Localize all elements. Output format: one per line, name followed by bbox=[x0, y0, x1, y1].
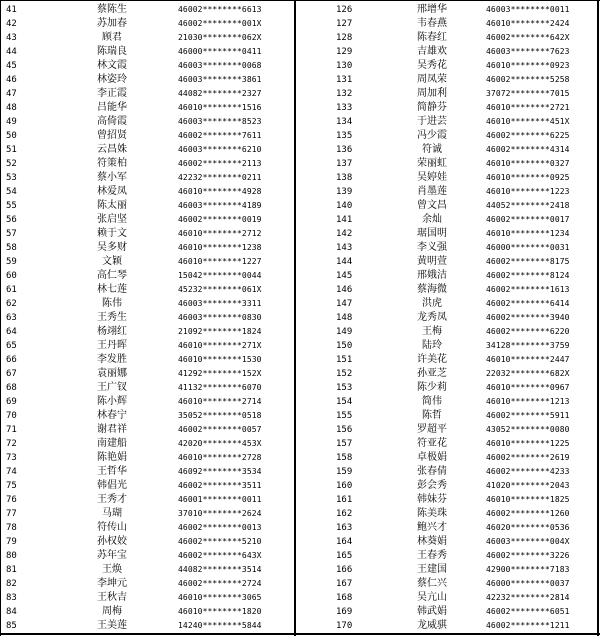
id-code: 46010********1213 bbox=[486, 397, 570, 406]
row-number: 131 bbox=[336, 75, 353, 85]
person-name: 吴秀花 bbox=[417, 60, 447, 71]
person-name: 蔡陈生 bbox=[97, 4, 127, 15]
person-name: 周梅 bbox=[102, 606, 122, 617]
row-number: 135 bbox=[336, 131, 353, 141]
person-name: 李发胜 bbox=[97, 354, 127, 365]
id-code: 46010********3065 bbox=[178, 593, 262, 602]
row-number: 76 bbox=[6, 495, 17, 505]
id-code: 46002********0057 bbox=[178, 425, 262, 434]
id-code: 46003********6210 bbox=[178, 145, 262, 154]
id-code: 42232********2814 bbox=[486, 593, 570, 602]
id-code: 45232********061X bbox=[178, 285, 262, 294]
id-code: 46010********2447 bbox=[486, 355, 570, 364]
id-code: 46002********4314 bbox=[486, 145, 570, 154]
row-number: 134 bbox=[336, 117, 353, 127]
person-name: 韦春燕 bbox=[417, 18, 447, 29]
id-code: 37010********2624 bbox=[178, 509, 262, 518]
id-code: 46003********8523 bbox=[178, 117, 262, 126]
person-name: 王广钗 bbox=[97, 382, 127, 393]
id-code: 46010********2712 bbox=[178, 229, 262, 238]
row-number: 138 bbox=[336, 173, 353, 183]
person-name: 李正霞 bbox=[97, 88, 127, 99]
row-number: 64 bbox=[6, 327, 17, 337]
id-code: 46001********0011 bbox=[178, 495, 262, 504]
id-code: 14240********5844 bbox=[178, 621, 262, 630]
row-number: 67 bbox=[6, 369, 17, 379]
row-number: 142 bbox=[336, 229, 353, 239]
person-name: 洪虎 bbox=[422, 298, 442, 309]
person-name: 蔡海微 bbox=[417, 284, 447, 295]
id-code: 46003********7623 bbox=[486, 47, 570, 56]
id-code: 46002********2724 bbox=[178, 579, 262, 588]
id-code: 35052********0518 bbox=[178, 411, 262, 420]
id-code: 46010********2721 bbox=[486, 103, 570, 112]
id-code: 46003********0068 bbox=[178, 61, 262, 70]
id-code: 46002********3940 bbox=[486, 313, 570, 322]
row-number: 50 bbox=[6, 131, 17, 141]
row-number: 75 bbox=[6, 481, 17, 491]
person-name: 陈艳娟 bbox=[97, 452, 127, 463]
id-code: 46010********451X bbox=[486, 117, 570, 126]
person-name: 卓极娟 bbox=[417, 452, 447, 463]
id-code: 37072********7015 bbox=[486, 89, 570, 98]
id-code: 46002********5258 bbox=[486, 75, 570, 84]
id-code: 46002********0019 bbox=[178, 215, 262, 224]
row-number: 164 bbox=[336, 537, 353, 547]
row-number: 155 bbox=[336, 411, 353, 421]
row-number: 147 bbox=[336, 299, 353, 309]
id-code: 46002********6414 bbox=[486, 299, 570, 308]
row-number: 69 bbox=[6, 397, 17, 407]
id-code: 46010********1820 bbox=[178, 607, 262, 616]
id-code: 46003********4189 bbox=[178, 201, 262, 210]
id-code: 46002********5210 bbox=[178, 537, 262, 546]
id-code: 46003********3861 bbox=[178, 75, 262, 84]
row-number: 51 bbox=[6, 145, 17, 155]
person-name: 吉雄欢 bbox=[417, 46, 447, 57]
row-number: 81 bbox=[6, 565, 17, 575]
id-code: 41132********6070 bbox=[178, 383, 262, 392]
person-name: 符亚花 bbox=[417, 438, 447, 449]
person-name: 南建船 bbox=[97, 438, 127, 449]
row-number: 49 bbox=[6, 117, 17, 127]
id-code: 46002********8124 bbox=[486, 271, 570, 280]
person-name: 吴多财 bbox=[97, 242, 127, 253]
right-border bbox=[597, 0, 599, 636]
person-name: 苏加春 bbox=[97, 18, 127, 29]
person-name: 王秀才 bbox=[97, 494, 127, 505]
person-name: 韩倡光 bbox=[97, 480, 127, 491]
person-name: 赖于文 bbox=[97, 228, 127, 239]
row-number: 53 bbox=[6, 173, 17, 183]
row-number: 144 bbox=[336, 257, 353, 267]
person-name: 陈瑞良 bbox=[97, 46, 127, 57]
person-name: 吕能华 bbox=[97, 102, 127, 113]
row-number: 139 bbox=[336, 187, 353, 197]
person-name: 王丹晖 bbox=[97, 340, 127, 351]
id-code: 46020********0536 bbox=[486, 523, 570, 532]
row-number: 170 bbox=[336, 621, 353, 631]
id-code: 46002********6051 bbox=[486, 607, 570, 616]
row-number: 72 bbox=[6, 439, 17, 449]
id-code: 46010********1223 bbox=[486, 187, 570, 196]
person-name: 陈春红 bbox=[417, 32, 447, 43]
id-code: 46002********8175 bbox=[486, 257, 570, 266]
row-number: 60 bbox=[6, 271, 17, 281]
person-name: 符策柏 bbox=[97, 158, 127, 169]
id-code: 46010********1516 bbox=[178, 103, 262, 112]
row-number: 158 bbox=[336, 453, 353, 463]
person-name: 肖墨莲 bbox=[417, 186, 447, 197]
id-code: 44052********2418 bbox=[486, 201, 570, 210]
row-number: 82 bbox=[6, 579, 17, 589]
id-code: 46010********1238 bbox=[178, 243, 262, 252]
person-name: 李义强 bbox=[417, 242, 447, 253]
row-number: 149 bbox=[336, 327, 353, 337]
row-number: 43 bbox=[6, 33, 17, 43]
person-name: 孙亚芝 bbox=[417, 368, 447, 379]
row-number: 137 bbox=[336, 159, 353, 169]
id-code: 46010********0923 bbox=[486, 61, 570, 70]
person-name: 鲍兴才 bbox=[417, 522, 447, 533]
id-code: 46003********0830 bbox=[178, 313, 262, 322]
row-number: 56 bbox=[6, 215, 17, 225]
person-name: 周凤荣 bbox=[417, 74, 447, 85]
person-name: 谢君祥 bbox=[97, 424, 127, 435]
person-name: 冯少霞 bbox=[417, 130, 447, 141]
person-name: 袁丽娜 bbox=[97, 368, 127, 379]
id-code: 21092********1824 bbox=[178, 327, 262, 336]
person-name: 陈少莉 bbox=[417, 382, 447, 393]
id-code: 46003********0011 bbox=[486, 5, 570, 14]
row-number: 83 bbox=[6, 593, 17, 603]
row-number: 77 bbox=[6, 509, 17, 519]
row-number: 54 bbox=[6, 187, 17, 197]
id-code: 46002********5911 bbox=[486, 411, 570, 420]
row-number: 156 bbox=[336, 425, 353, 435]
person-name: 于进芸 bbox=[417, 116, 447, 127]
person-name: 王焕 bbox=[102, 564, 122, 575]
id-code: 46002********2619 bbox=[486, 453, 570, 462]
person-name: 陈伟 bbox=[102, 298, 122, 309]
person-name: 林春宁 bbox=[97, 410, 127, 421]
person-name: 王春秀 bbox=[417, 550, 447, 561]
person-name: 荣丽虹 bbox=[417, 158, 447, 169]
person-name: 林葵娟 bbox=[417, 536, 447, 547]
row-number: 74 bbox=[6, 467, 17, 477]
id-code: 46010********1227 bbox=[178, 257, 262, 266]
person-name: 苏年宝 bbox=[97, 550, 127, 561]
person-name: 邢娥洁 bbox=[417, 270, 447, 281]
person-name: 顾君 bbox=[102, 32, 122, 43]
row-number: 143 bbox=[336, 243, 353, 253]
row-number: 151 bbox=[336, 355, 353, 365]
person-name: 简伟 bbox=[422, 396, 442, 407]
person-name: 蔡小军 bbox=[97, 172, 127, 183]
person-name: 云昌姝 bbox=[97, 144, 127, 155]
person-name: 黄明萱 bbox=[417, 256, 447, 267]
person-name: 林爱凤 bbox=[97, 186, 127, 197]
row-number: 145 bbox=[336, 271, 353, 281]
person-name: 邢增华 bbox=[417, 4, 447, 15]
row-number: 153 bbox=[336, 383, 353, 393]
row-number: 62 bbox=[6, 299, 17, 309]
id-code: 46002********3226 bbox=[486, 551, 570, 560]
id-code: 46010********0967 bbox=[486, 383, 570, 392]
top-border bbox=[0, 0, 600, 1]
person-name: 罗超平 bbox=[417, 424, 447, 435]
row-number: 146 bbox=[336, 285, 353, 295]
person-name: 王美莲 bbox=[97, 620, 127, 631]
id-code: 46002********2113 bbox=[178, 159, 262, 168]
person-name: 杨翊红 bbox=[97, 326, 127, 337]
person-name: 琚国明 bbox=[417, 228, 447, 239]
row-number: 148 bbox=[336, 313, 353, 323]
row-number: 127 bbox=[336, 19, 353, 29]
id-code: 41292********152X bbox=[178, 369, 262, 378]
person-name: 李坤元 bbox=[97, 578, 127, 589]
left-roster-column bbox=[0, 2, 294, 632]
id-code: 46002********6613 bbox=[178, 5, 262, 14]
person-name: 周加利 bbox=[417, 88, 447, 99]
row-number: 129 bbox=[336, 47, 353, 57]
id-code: 46010********0925 bbox=[486, 173, 570, 182]
id-code: 46000********0037 bbox=[486, 579, 570, 588]
id-code: 46002********6225 bbox=[486, 131, 570, 140]
row-number: 168 bbox=[336, 593, 353, 603]
id-code: 46002********643X bbox=[178, 551, 262, 560]
row-number: 152 bbox=[336, 369, 353, 379]
row-number: 157 bbox=[336, 439, 353, 449]
row-number: 128 bbox=[336, 33, 353, 43]
row-number: 59 bbox=[6, 257, 17, 267]
row-number: 58 bbox=[6, 243, 17, 253]
row-number: 84 bbox=[6, 607, 17, 617]
id-code: 46010********1225 bbox=[486, 439, 570, 448]
person-name: 龙威骐 bbox=[417, 620, 447, 631]
id-code: 46002********1260 bbox=[486, 509, 570, 518]
id-code: 46002********0013 bbox=[178, 523, 262, 532]
id-code: 41020********2043 bbox=[486, 481, 570, 490]
person-name: 韩妹芬 bbox=[417, 494, 447, 505]
id-code: 44082********2327 bbox=[178, 89, 262, 98]
id-code: 46002********642X bbox=[486, 33, 570, 42]
id-code: 46003********004X bbox=[486, 537, 570, 546]
person-name: 吴婷娃 bbox=[417, 172, 447, 183]
row-number: 85 bbox=[6, 621, 17, 631]
row-number: 45 bbox=[6, 61, 17, 71]
person-name: 林姿玲 bbox=[97, 74, 127, 85]
id-code: 43052********0080 bbox=[486, 425, 570, 434]
row-number: 126 bbox=[336, 5, 353, 15]
person-name: 林文霞 bbox=[97, 60, 127, 71]
person-name: 陆玲 bbox=[422, 340, 442, 351]
id-code: 46002********7611 bbox=[178, 131, 262, 140]
person-name: 陈哲 bbox=[422, 410, 442, 421]
person-name: 孙权姣 bbox=[97, 536, 127, 547]
person-name: 张春倩 bbox=[417, 466, 447, 477]
person-name: 王建国 bbox=[417, 564, 447, 575]
person-name: 高倚霞 bbox=[97, 116, 127, 127]
row-number: 80 bbox=[6, 551, 17, 561]
person-name: 简静芬 bbox=[417, 102, 447, 113]
id-code: 46002********0017 bbox=[486, 215, 570, 224]
row-number: 79 bbox=[6, 537, 17, 547]
id-code: 46010********0327 bbox=[486, 159, 570, 168]
person-name: 余灿 bbox=[422, 214, 442, 225]
person-name: 符诚 bbox=[422, 144, 442, 155]
id-code: 15042********0044 bbox=[178, 271, 262, 280]
row-number: 150 bbox=[336, 341, 353, 351]
row-number: 48 bbox=[6, 103, 17, 113]
id-code: 42232********0211 bbox=[178, 173, 262, 182]
id-code: 46000********0031 bbox=[486, 243, 570, 252]
id-code: 46003********3311 bbox=[178, 299, 262, 308]
id-code: 46002********001X bbox=[178, 19, 262, 28]
row-number: 163 bbox=[336, 523, 353, 533]
person-name: 王哲华 bbox=[97, 466, 127, 477]
row-number: 165 bbox=[336, 551, 353, 561]
row-number: 130 bbox=[336, 61, 353, 71]
row-number: 136 bbox=[336, 145, 353, 155]
row-number: 66 bbox=[6, 355, 17, 365]
row-number: 159 bbox=[336, 467, 353, 477]
id-code: 46000********0411 bbox=[178, 47, 262, 56]
row-number: 55 bbox=[6, 201, 17, 211]
row-number: 133 bbox=[336, 103, 353, 113]
id-code: 42900********7183 bbox=[486, 565, 570, 574]
person-name: 曾招贤 bbox=[97, 130, 127, 141]
row-number: 167 bbox=[336, 579, 353, 589]
row-number: 132 bbox=[336, 89, 353, 99]
id-code: 46092********3534 bbox=[178, 467, 262, 476]
id-code: 21030********062X bbox=[178, 33, 262, 42]
id-code: 46010********4928 bbox=[178, 187, 262, 196]
id-code: 46010********2728 bbox=[178, 453, 262, 462]
person-name: 王秀生 bbox=[97, 312, 127, 323]
person-name: 文颖 bbox=[102, 256, 122, 267]
row-number: 161 bbox=[336, 495, 353, 505]
row-number: 63 bbox=[6, 313, 17, 323]
row-number: 52 bbox=[6, 159, 17, 169]
row-number: 47 bbox=[6, 89, 17, 99]
person-name: 陈太丽 bbox=[97, 200, 127, 211]
person-name: 符传山 bbox=[97, 522, 127, 533]
row-number: 140 bbox=[336, 201, 353, 211]
row-number: 68 bbox=[6, 383, 17, 393]
row-number: 61 bbox=[6, 285, 17, 295]
person-name: 蔡仁兴 bbox=[417, 578, 447, 589]
row-number: 71 bbox=[6, 425, 17, 435]
id-code: 34128********3759 bbox=[486, 341, 570, 350]
id-code: 46002********1211 bbox=[486, 621, 570, 630]
row-number: 162 bbox=[336, 509, 353, 519]
id-code: 44082********3514 bbox=[178, 565, 262, 574]
row-number: 42 bbox=[6, 19, 17, 29]
person-name: 吴亢山 bbox=[417, 592, 447, 603]
row-number: 78 bbox=[6, 523, 17, 533]
row-number: 73 bbox=[6, 453, 17, 463]
row-number: 41 bbox=[6, 5, 17, 15]
row-number: 44 bbox=[6, 47, 17, 57]
person-name: 张启坚 bbox=[97, 214, 127, 225]
id-code: 46010********2714 bbox=[178, 397, 262, 406]
row-number: 166 bbox=[336, 565, 353, 575]
table-row bbox=[0, 618, 294, 634]
person-name: 龙秀凤 bbox=[417, 312, 447, 323]
table-row bbox=[296, 618, 597, 634]
right-roster-column bbox=[296, 2, 597, 632]
person-name: 陈美珠 bbox=[417, 508, 447, 519]
id-code: 46010********1530 bbox=[178, 355, 262, 364]
row-number: 70 bbox=[6, 411, 17, 421]
person-name: 马瑚 bbox=[102, 508, 122, 519]
row-number: 57 bbox=[6, 229, 17, 239]
id-code: 46010********271X bbox=[178, 341, 262, 350]
person-name: 林七莲 bbox=[97, 284, 127, 295]
row-number: 65 bbox=[6, 341, 17, 351]
id-code: 46002********4233 bbox=[486, 467, 570, 476]
row-number: 160 bbox=[336, 481, 353, 491]
id-code: 46002********3511 bbox=[178, 481, 262, 490]
row-number: 169 bbox=[336, 607, 353, 617]
id-code: 46002********6220 bbox=[486, 327, 570, 336]
person-name: 王梅 bbox=[422, 326, 442, 337]
person-name: 彭会秀 bbox=[417, 480, 447, 491]
person-name: 曾文昌 bbox=[417, 200, 447, 211]
id-code: 46010********1234 bbox=[486, 229, 570, 238]
person-name: 高仁琴 bbox=[97, 270, 127, 281]
person-name: 陈小辉 bbox=[97, 396, 127, 407]
row-number: 46 bbox=[6, 75, 17, 85]
id-code: 22032********682X bbox=[486, 369, 570, 378]
row-number: 141 bbox=[336, 215, 353, 225]
id-code: 46002********1613 bbox=[486, 285, 570, 294]
person-name: 王秋吉 bbox=[97, 592, 127, 603]
id-code: 46010********1825 bbox=[486, 495, 570, 504]
person-name: 韩武娟 bbox=[417, 606, 447, 617]
row-number: 154 bbox=[336, 397, 353, 407]
id-code: 42020********453X bbox=[178, 439, 262, 448]
id-code: 46010********2424 bbox=[486, 19, 570, 28]
person-name: 许美花 bbox=[417, 354, 447, 365]
